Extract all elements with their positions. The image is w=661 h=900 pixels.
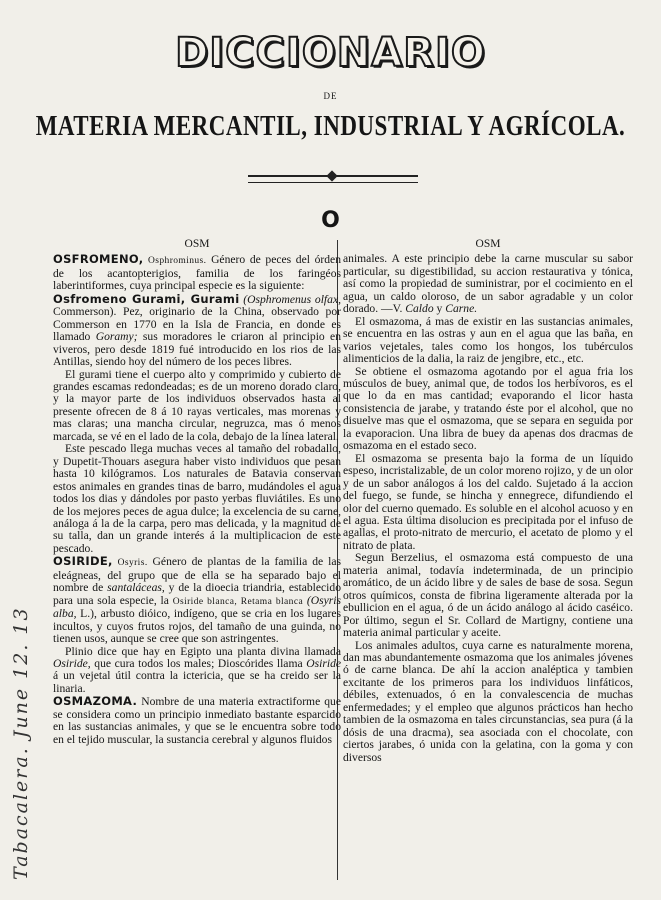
latin-osyris-alba: (Osyris alba, — [53, 593, 341, 621]
entry-osmazoma — [53, 695, 341, 746]
headword-gurami: Osfromeno Gurami, Gurami — [53, 291, 240, 306]
entry-text: que cura todos los males; Dioscórides llama — [94, 656, 303, 670]
page-title: DICCIONARIO — [175, 30, 486, 76]
term-goramy: Goramy; — [95, 330, 138, 344]
entry-text: y — [436, 302, 443, 316]
entry-text: Nombre de una materia extractiforme que se considera como un principio inmediato bastante esparcido en las sustancias animales, y que se le encuentra sobre todo en el tejido muscular, la sustancia cerebral y algunos fluidos — [53, 695, 341, 746]
headword-osmazoma: OSMAZOMA. — [53, 694, 138, 709]
paragraph: El gurami tiene el cuerpo alto y comprimido y cubierto de grandes escamas redondeadas; es de un moreno dorado claro, y la mayor parte de los individuos observados hasta al presente ofrecen de 8 á 10 rayas verticales, mas morenas y mas claras; una mancha circular, negruzca, mas ó menos marcada, se vé en el lado de la cola, debajo de la línea lateral. — [53, 367, 341, 443]
paragraph-plinio — [53, 646, 341, 696]
entry-text: Plinio dice que hay en Egipto una planta divina llamada — [65, 644, 341, 658]
paragraph: Segun Berzelius, el osmazoma está compuesto de una materia animal, todavía indeterminada, de un principio aromático, de un ácido libre y de sales de base de sosa. Segun otros químicos, consta de fibrina ligeramente alterada por la ebullicion en el agua, ó de un ácido análogo al ácido caséico. Por último, segun el Sr. Collard de Martigny, contiene una materia animal particular y aceite. — [343, 551, 633, 640]
section-letter: O — [321, 208, 340, 233]
entry-text: á un vejetal útil contra la ictericia, que se ha creido ser la linaria. — [53, 669, 341, 695]
ornamental-rule — [248, 175, 418, 183]
entry-text: Commerson). Pez, originario de la China, observado por Commerson en 1770 en la Isla de Francia, en donde es llamado — [53, 305, 341, 344]
paragraph: Los animales adultos, cuya carne es naturalmente morena, dan mas abundantemente osmazoma que los animales jóvenes ó de carne blanca. De ahí la accion analéptica y tambien excitante de los primeros para los individuos linfáticos, débiles, extenuados, ó en la convalescencia de muchas enfermedades; y el empleo que algunos prácticos han hecho tambien de la osmazoma en tales circunstancias, sea pura (á la dósis de una dracma), sea asociada con el chocolate, con ciertos jarabes, ó unida con la gelatina, con la goma y con diversos — [343, 638, 633, 764]
handwritten-annotation: Tabacalera. June 12. 13 — [10, 606, 32, 880]
xref-caldo: Caldo — [405, 302, 434, 316]
paragraph: El osmazoma, á mas de existir en las sustancias animales, se encuentra en las ostras y aun en el agua que las baña, en varios vejetales, tales como los hongos, los tubérculos alimenticios de la dalia, la raiz de jengibre, etc., etc. — [343, 314, 633, 366]
right-column — [343, 238, 633, 888]
headword-osfromeno: OSFROMENO, — [53, 252, 144, 267]
left-column — [53, 238, 341, 888]
entry-text: Género de plantas de la familia de las eleágneas, del grupo que de ella se ha separado bajo el nombre de — [53, 555, 341, 595]
entry-text: L.), arbusto dióico, indígeno, que se cria en los lugares incultos, y cuyos frutos rojos, del tamaño de una guinda, no tienen usos, aunque se cree que son astringentes. — [53, 607, 341, 646]
species-name: Osiride blanca, Retama blanca — [172, 596, 304, 607]
paragraph: Se obtiene el osmazoma agotando por el agua fria los músculos de buey, animal que, de todos los herbívoros, es el que lo da en mas cantidad; evaporando el licor hasta consistencia de jarabe, y tratando éste por el alcohol, que no disuelve mas que el osmazoma, que se separa en seguida por la evaporacion. Una libra de buey da apenas dos dracmas de osmazoma en el estado seco. — [343, 364, 633, 453]
latin-osyris: Osyris. — [117, 558, 148, 569]
paragraph-continuation — [343, 253, 633, 315]
entry-gurami — [53, 293, 341, 369]
entry-osfromeno — [53, 253, 341, 292]
headword-osiride: OSIRIDE, — [53, 554, 113, 569]
paragraph: El osmazoma se presenta bajo la forma de un líquido espeso, incristalizable, de un color moreno rojizo, y de un olor y de un sabor análogos á los del caldo. Sujetado á la accion del fuego, se funde, se hincha y ennegrece, difundiendo el olor del cuerno quemado. Es soluble en el alcohol acuoso y en el agua. Esta última disolucion es precipitada por el infuso de agallas, el proto-nitrato de mercurio, el acetato de plomo y el nitrato de plata. — [343, 451, 633, 552]
term-santalaceas: santaláceas, — [107, 581, 165, 595]
xref-carne: Carne. — [445, 302, 478, 316]
entry-text: sus moradores le criaron al principio en viveros, pero desde 1819 fué introducido en los rios de las Antillas, siendo hoy del número de los peces libres. — [53, 330, 341, 369]
term-osiride: Osiride — [306, 656, 341, 670]
latin-gurami: (Osphromenus olfax, — [243, 292, 341, 306]
term-osiride: Osiride, — [53, 656, 91, 670]
title-connector: DE — [323, 91, 338, 101]
running-head-left: OSM — [184, 238, 210, 250]
page-subtitle: MATERIA MERCANTIL, INDUSTRIAL Y AGRÍCOLA. — [35, 109, 626, 141]
running-head-right: OSM — [475, 238, 501, 250]
entry-text: Género de peces del órden de los acantopterigios, familia de los faringéos laberintiformes, cuya principal especie es la siguiente: — [53, 253, 341, 293]
paragraph: Este pescado llega muchas veces al tamaño del robadallo, y Dupetit-Thouars asegura haber visto individuos que pesan hasta 10 kilógramos. Los naturales de Batavia conservan estos animales en grandes tinas de barro, mudándoles el agua todos los dias y dándoles por pasto yerbas fluviátiles. Es uno de los mejores peces de agua dulce; la excelencia de su carne, análoga á la de la carpa, pero mas delicada, y la magnitud de su talla, dan un grande interés á la multiplicacion de este pescado. — [53, 442, 341, 555]
entry-osiride — [53, 555, 341, 645]
entry-text: y de la dioecia triandria, establecido para una sola especie, la — [53, 581, 341, 607]
latin-osphrominus: Osphrominus. — [148, 256, 207, 267]
entry-text: animales. A este principio debe la carne muscular su sabor particular, su digestibilidad, su accion restaurativa y tónica, así como la propiedad de suministrar, por el cocimiento en el agua, un caldo oloroso, de un sabor agradable y un color dorado. —V. — [343, 252, 633, 316]
